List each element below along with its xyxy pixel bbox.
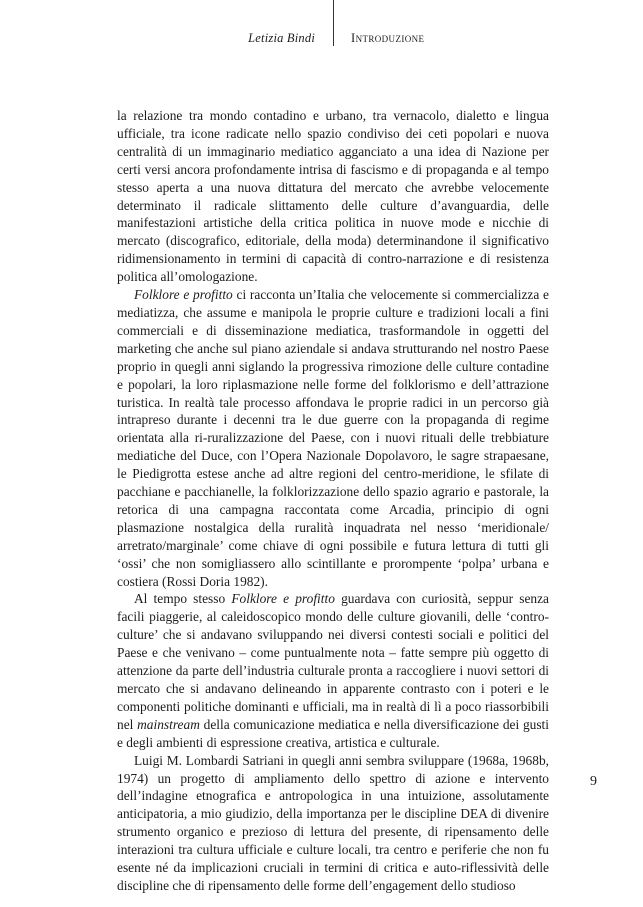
header-divider <box>333 0 334 46</box>
paragraph-text: Luigi M. Lombardi Satriani in quegli anni sembra sviluppare (1968a, 1968b, 1974) un progetto di ampliamento dello spettro di azione e intervento dell’indagine etnografica e antropologica in una intuizione, assolutamente anticipatoria, a mio giudizio, della importanza per le discipline DEA di divenire strumento organico e prezioso di lettura del presente, di ripensamento delle interazioni tra cultura ufficiale e culture locali, tra centro e periferie che non fu esente né da implicazioni cruciali in termini di critica e auto-riflessività delle discipline che di ripensamento delle forme dell’engagement dello studioso <box>117 752 549 893</box>
running-header <box>0 0 643 52</box>
paragraph-text: Al tempo stesso <box>134 591 232 607</box>
paragraph-text: guardava con curiosità, seppur senza facili piaggerie, al caleidoscopico mondo delle culture giovanili, delle ‘contro-culture’ che si andavano sviluppando nei diversi contesti sociali e politici del Paese e che venivano – come puntualmente nota – fatte sempre più oggetto di attenzione da parte dell’industria culturale pronta a raccogliere i nuovi settori di mercato che si andavano delineando in apparente contrasto con i poteri e le componenti politiche dominanti e ufficiali, ma in realtà di lì a poco riassorbibili nel <box>117 591 549 732</box>
paragraph-1 <box>117 107 549 286</box>
term-italic: mainstream <box>137 716 200 732</box>
paragraph-3 <box>117 590 549 751</box>
paragraph-text: la relazione tra mondo contadino e urbano, tra vernacolo, dialetto e lingua ufficiale, tra icone radicate nello spazio condiviso dei ceti popolari e nuova centralità di un immaginario mediatico agganciato a una idea di Nazione per certi versi ancora profondamente intrisa di fascismo e di propaganda e al tempo stesso aperta a una nuova dittatura del mercato che avrebbe velocemente determinato il radicale slittamento delle culture d’avanguardia, delle manifestazioni artistiche della critica politica in nuove mode e nicchie di mercato (discografico, editoriale, della moda) determinandone il significativo ridimensionamento in termini di capacità di contro-narrazione e di resistenza politica all’omologazione. <box>117 108 549 285</box>
book-title-italic: Folklore e profitto <box>134 287 233 303</box>
paragraph-4 <box>117 752 549 895</box>
paragraph-2 <box>117 286 549 590</box>
paragraph-text: della comunicazione mediatica e nella diversificazione dei gusti e degli ambienti di espressione creativa, artistica e culturale. <box>117 716 549 750</box>
body-text <box>117 107 549 895</box>
header-author: Letizia Bindi <box>248 31 315 45</box>
book-title-italic: Folklore e profitto <box>231 591 335 607</box>
page-number: 9 <box>590 774 597 789</box>
paragraph-text: ci racconta un’Italia che velocemente si commercializza e mediatizza, che assume e manipola le proprie culture e tradizioni locali a fini commerciali e di disseminazione mediatica, trasformandole in oggetti del marketing che anche sul piano aziendale si andava strutturando nel nostro Paese proprio in quegli anni siglando la progressiva rimozione delle culture contadine e popolari, la loro riplasmazione nelle forme del folklorismo e dell’attrazione turistica. In realtà tale processo affondava le proprie radici in un percorso già intrapreso durante i decenni tra le due guerre con la propaganda di regime orientata alla ri-ruralizzazione del Paese, con i nuovi rituali delle trebbiature mediatiche del Duce, con l’Opera Nazionale Dopolavoro, le sagre strapaesane, le Piedigrotta estese anche ad altre regioni del centro-meridione, le sfilate di pacchiane e pacchianelle, la folklorizzazione dello spazio agrario e pastorale, la retorica di una campagna raccontata come Arcadia, principio di ogni plasmazione nostalgica della ruralità inquadrata nel nesso ‘meridionale/ arretrato/marginale’ come chiave di ogni possibile e futura lettura di tutti gli ‘ossi’ che non somigliassero allo scintillante e prorompente ‘polpa’ urbana e costiera (Rossi Doria 1982). <box>117 287 550 589</box>
header-section-title: Introduzione <box>351 31 425 45</box>
